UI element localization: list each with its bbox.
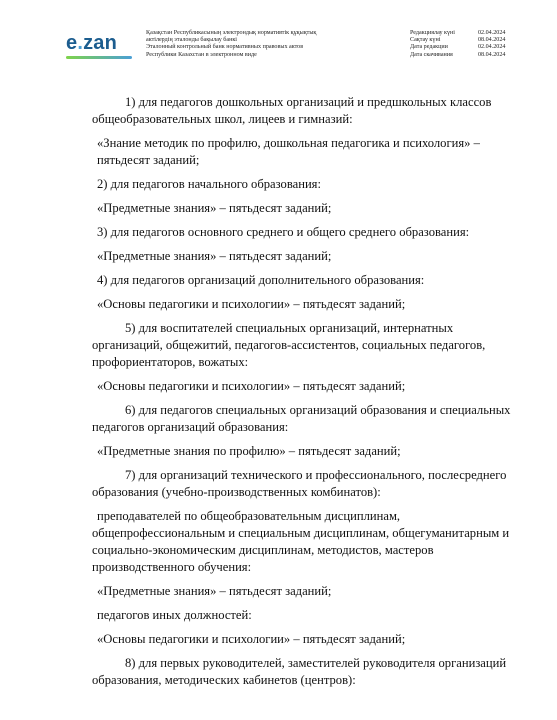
date-value: 02.04.2024 (478, 30, 506, 36)
paragraph-tasks: «Предметные знания» – пятьдесят заданий; (97, 249, 332, 263)
logo-underline (66, 56, 132, 59)
header-line: Республики Казахстан в электронном виде (146, 51, 257, 58)
paragraph-item-8: 8) для первых руководителей, заместителей руководителя организаций образования, методических кабинетов (центров): (92, 656, 507, 687)
header-line: актілердің эталонды бақылау банкі (146, 37, 237, 44)
paragraph-tasks: «Знание методик по профилю, дошкольная педагогика и психология» – пятьдесят заданий; (97, 136, 480, 167)
paragraph-tasks: «Основы педагогики и психологии» – пятьдесят заданий; (97, 632, 406, 646)
header-bank-info (146, 30, 392, 59)
paragraph-item-2: 2) для педагогов начального образования: (97, 177, 321, 191)
paragraph-item-5: 5) для воспитателей специальных организаций, интернатных организаций, общежитий, педагогов-ассистентов, социальных педагогов, профориентаторов, вожатых: (92, 321, 486, 369)
paragraph-tasks: «Основы педагогики и психологии» – пятьдесят заданий; (97, 297, 406, 311)
paragraph-tasks: «Предметные знания по профилю» – пятьдесят заданий; (97, 444, 401, 458)
header-dates (410, 30, 530, 59)
document-header (0, 0, 557, 80)
ezan-logo[interactable] (66, 32, 138, 64)
date-label: Редакциялау күні (410, 30, 455, 36)
paragraph-tasks: «Предметные знания» – пятьдесят заданий; (97, 584, 332, 598)
logo-text: e.zan (66, 32, 118, 54)
header-date-row (410, 52, 530, 59)
date-label: Дата редакции (410, 44, 448, 51)
header-line: Эталонный контрольный банк нормативных правовых актов (146, 44, 304, 51)
paragraph-other-positions: педагогов иных должностей: (97, 608, 252, 622)
date-value: 08.04.2024 (478, 51, 506, 58)
paragraph-item-7: 7) для организаций технического и профессионального, послесреднего образования (учебно-производственных комбинатов): (92, 468, 507, 499)
paragraph-tasks: «Предметные знания» – пятьдесят заданий; (97, 201, 332, 215)
paragraph-tasks: «Основы педагогики и психологии» – пятьдесят заданий; (97, 379, 406, 393)
date-label: Сақтау күні (410, 37, 441, 44)
header-line: Қазақстан Республикасының электрондық нормативтік құқықтық (146, 30, 317, 36)
paragraph-teachers: преподавателей по общеобразовательным дисциплинам, общепрофессиональным и специальным дисциплинам, общегуманитарным и социально-экономическим дисциплинам, методистов, мастеров производственного обучения: (92, 509, 510, 574)
date-value: 08.04.2024 (478, 37, 506, 44)
header-date-row (410, 30, 530, 37)
paragraph-item-6: 6) для педагогов специальных организаций образования и специальных педагогов организаций образования: (92, 403, 511, 434)
date-label: Дата скачивания (410, 51, 453, 58)
header-date-row (410, 37, 530, 44)
paragraph-item-1: 1) для педагогов дошкольных организаций и предшкольных классов общеобразовательных школ, лицеев и гимназий: (92, 95, 492, 126)
document-body (92, 94, 516, 696)
paragraph-item-4: 4) для педагогов организаций дополнительного образования: (97, 273, 425, 287)
paragraph-item-3: 3) для педагогов основного среднего и общего среднего образования: (97, 225, 470, 239)
header-date-row (410, 44, 530, 51)
date-value: 02.04.2024 (478, 44, 506, 51)
